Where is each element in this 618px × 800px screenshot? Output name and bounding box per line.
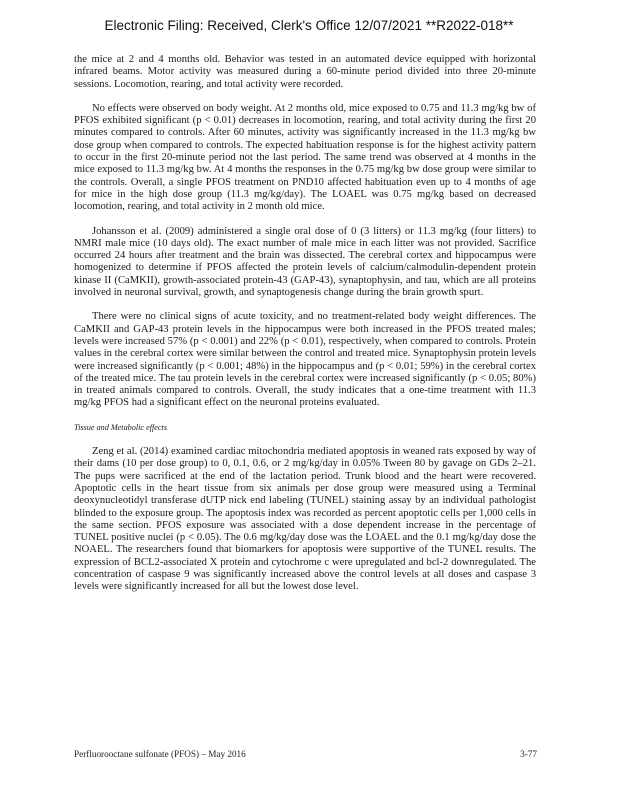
paragraph-johansson-study: Johansson et al. (2009) administered a single oral dose of 0 (3 litters) or 11.3 mg/kg (four litters) to NMRI male mice (10 days old). The exact number of male mice in each litter was not provided. Sacrifice occurred 24 hours after treatment and the brain was dissected. The cerebral cortex and hippocampus were homogenized to determine if PFOS affected the protein levels of calcium/calmodulin-dependent protein kinase II (CaMKII), growth-associated protein-43 (GAP-43), synaptophysin, and tau, which are all proteins involved in neuronal survival, growth, and synaptogenesis change during the brain growth spurt. (74, 225, 536, 299)
footer-page-number: 3-77 (520, 749, 537, 759)
paragraph-behavior-results: No effects were observed on body weight. At 2 months old, mice exposed to 0.75 and 11.3 mg/kg bw of PFOS exhibited significant (p < 0.01) decreases in locomotion, rearing, and total activity during the first 20 minutes compared to controls. After 60 minutes, activity was significantly increased in the 11.3 mg/kg bw dose group when compared to controls. The expected habituation response is for the highest activity pattern to occur in the first 20-minute period not the last period. The same trend was observed at 4 months in the mice exposed to 11.3 mg/kg bw. At 4 months the responses in the 0.75 mg/kg bw dose group were similar to the controls. Overall, a single PFOS treatment on PND10 affected habituation even up to 4 months of age for mice in the high dose group (11.3 mg/kg/day). The LOAEL was 0.75 mg/kg based on decreased locomotion, rearing, and total activity in 2 month old mice. (74, 102, 536, 213)
document-body (74, 54, 536, 606)
footer-document-title: Perfluorooctane sulfonate (PFOS) – May 2016 (74, 749, 246, 759)
paragraph-protein-results: There were no clinical signs of acute toxicity, and no treatment-related body weight differences. The CaMKII and GAP-43 protein levels in the hippocampus were both increased in the PFOS treated males; levels were increased 57% (p < 0.001) and 22% (p < 0.01), respectively, when compared to controls. Protein values in the cerebral cortex were similar between the control and treated mice. Synaptophysin protein levels were increased significantly (p < 0.001; 48%) in the hippocampus and (p < 0.01; 59%) in the cerebral cortex of the treated mice. The tau protein levels in the cerebral cortex were increased significantly (p < 0.05; 80%) in treated animals compared to controls. Overall, the study indicates that a one-time treatment with 11.3 mg/kg PFOS had a significant effect on the neuronal proteins evaluated. (74, 311, 536, 409)
section-heading-tissue-metabolic: Tissue and Metabolic effects (74, 422, 168, 432)
paragraph-behavior-testing: the mice at 2 and 4 months old. Behavior was tested in an automated device equipped with horizontal infrared beams. Motor activity was measured during a 60-minute period divided into three 20-minute sessions. Locomotion, rearing, and total activity were recorded. (74, 54, 536, 90)
paragraph-zeng-study: Zeng et al. (2014) examined cardiac mitochondria mediated apoptosis in weaned rats exposed by way of their dams (10 per dose group) to 0, 0.1, 0.6, or 2 mg/kg/day in 0.05% Tween 80 by gavage on GDs 2–21. The pups were sacrificed at the end of the lactation period. Trunk blood and the heart were recovered. Apoptotic cells in the heart tissue from six animals per dose group were measured using a Terminal deoxynucleotidyl transferase dUTP nick end labeling (TUNEL) staining assay by an individual pathologist blinded to the exposure group. The apoptosis index was recorded as percent apoptotic cells per 1,000 cells in the same section. PFOS exposure was associated with a dose dependent increase in the percentage of TUNEL positive nuclei (p < 0.05). The 0.6 mg/kg/day dose was the LOAEL and the 0.1 mg/kg/day dose the NOAEL. The researchers found that biomarkers for apoptosis were supportive of the TUNEL results. The expression of BCL2-associated X protein and cytochrome c were upregulated and bcl-2 downregulated. The concentration of caspase 9 was significantly increased above the control levels at all doses and caspase 3 levels were significantly increased for all but the lowest dose level. (74, 446, 536, 593)
filing-stamp-header: Electronic Filing: Received, Clerk's Office 12/07/2021 **R2022-018** (104, 18, 514, 33)
